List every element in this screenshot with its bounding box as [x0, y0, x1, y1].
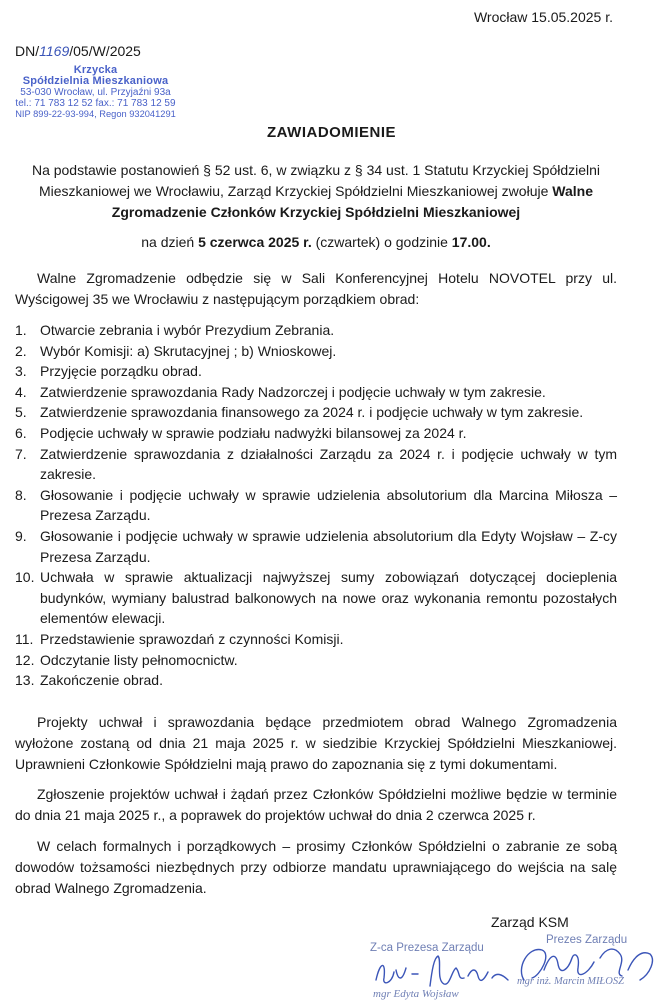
board-signature-heading: Zarząd KSM: [491, 914, 569, 930]
right-signatory-name: mgr inż. Marcin MIŁOSZ: [517, 976, 624, 987]
agenda-item: [15, 382, 617, 403]
documents-paragraph: Projekty uchwał i sprawozdania będące przedmiotem obrad Walnego Zgromadzenia wyłożone zostaną od dnia 21 maja 2025 r. w siedzibie Krzyckiej Spółdzielni Mieszkaniowej. Uprawnieni Członkowie Spółdzielni mają prawo do zapoznania się z tymi dokumentami.: [15, 714, 617, 772]
right-signatory-role: Prezes Zarządu: [546, 934, 628, 946]
agenda-item: [15, 650, 617, 671]
document-date: Wrocław 15.05.2025 r.: [473, 9, 613, 25]
reference-number: [15, 43, 141, 59]
agenda-item-text: Podjęcie uchwały w sprawie podziału nadwyżki bilansowej za 2024 r.: [40, 424, 467, 441]
agenda-item: [15, 670, 617, 691]
agenda-item-number: 13.: [15, 672, 35, 689]
reference-prefix: DN/: [15, 43, 40, 59]
agenda-item: [15, 320, 617, 341]
agenda-item: [15, 423, 617, 444]
agenda-item-number: 9.: [15, 527, 27, 544]
company-stamp: [3, 65, 188, 120]
left-signatory-name: mgr Edyta Wojsław: [373, 988, 459, 1000]
agenda-item: [15, 402, 617, 423]
intro-text: Na podstawie postanowień § 52 ust. 6, w związku z § 34 ust. 1 Statutu Krzyckiej Spółdzielni Mieszkaniowej we Wrocławiu, Zarząd Krzyckiej Spółdzielni Mieszkaniowej zwołuje: [31, 162, 601, 199]
agenda-item-number: 2.: [15, 342, 27, 359]
stamp-line-1: Krzycka: [73, 64, 118, 76]
agenda-item: [15, 629, 617, 650]
stamp-line-2: Spółdzielnia Mieszkaniowa: [22, 75, 169, 87]
agenda-item-number: 4.: [15, 383, 27, 400]
identification-paragraph: W celach formalnych i porządkowych – prosimy Członków Spółdzielni o zabranie ze sobą dowodów tożsamości niezbędnych przy odbiorze mandatu uprawniającego do wejścia na salę obrad Walnego Zgromadzenia.: [15, 838, 617, 896]
reference-suffix: /05/W/2025: [69, 43, 141, 59]
agenda-item-number: 5.: [15, 404, 27, 421]
agenda-item-number: 12.: [15, 651, 35, 668]
agenda-item-number: 11.: [15, 630, 34, 647]
agenda-item: [15, 361, 617, 382]
intro-paragraph: [15, 160, 617, 223]
agenda-item-number: 8.: [15, 486, 27, 503]
meeting-date: 5 czerwca 2025 r.: [198, 234, 312, 250]
agenda-item-text: Zakończenie obrad.: [40, 672, 163, 689]
agenda-item-text: Przedstawienie sprawozdań z czynności Komisji.: [40, 630, 344, 647]
left-signatory-role: Z-ca Prezesa Zarządu: [370, 942, 484, 954]
agenda-item-text: Zatwierdzenie sprawozdania finansowego za 2024 r. i podjęcie uchwały w tym zakresie.: [40, 404, 584, 421]
agenda-item: [15, 567, 617, 629]
agenda-item-number: 7.: [15, 445, 27, 462]
agenda-item-text: Głosowanie i podjęcie uchwały w sprawie udzielenia absolutorium dla Marcina Miłosza – Prezesa Zarządu.: [40, 486, 617, 524]
meeting-pre: na dzień: [141, 234, 199, 250]
meeting-time: 17.00.: [451, 234, 491, 250]
agenda-item-text: Otwarcie zebrania i wybór Prezydium Zebrania.: [40, 322, 335, 338]
agenda-item-text: Zatwierdzenie sprawozdania Rady Nadzorczej i podjęcie uchwały w tym zakresie.: [40, 383, 546, 400]
meeting-mid: (czwartek) o godzinie: [311, 234, 452, 250]
document-title: ZAWIADOMIENIE: [267, 124, 396, 141]
intro-bold-text: Walne Zgromadzenie Członków Krzyckiej Spółdzielni Mieszkaniowej: [111, 183, 593, 220]
stamp-line-4: tel.: 71 783 12 52 fax.: 71 783 12 59: [15, 98, 176, 109]
agenda-item-text: Odczytanie listy pełnomocnictw.: [40, 651, 238, 668]
agenda-item-number: 1.: [15, 322, 27, 338]
agenda-item: [15, 485, 617, 526]
stamp-line-5: NIP 899-22-93-994, Regon 932041291: [15, 109, 176, 119]
agenda-item-number: 3.: [15, 363, 27, 380]
reference-handwritten-number: 1169: [39, 43, 70, 59]
agenda-item-text: Przyjęcie porządku obrad.: [40, 363, 202, 380]
agenda-list: [15, 320, 617, 691]
agenda-item-number: 10.: [15, 569, 35, 586]
agenda-item: [15, 341, 617, 362]
agenda-item-text: Uchwała w sprawie aktualizacji najwyższej sumy zobowiązań dotyczącej docieplenia budynków, wymiany balustrad balkonowych na nowe oraz wykonania remontu pozostałych elementów elewacji.: [40, 569, 617, 627]
venue-paragraph: Walne Zgromadzenie odbędzie się w Sali Konferencyjnej Hotelu NOVOTEL przy ul. Wyścigowej 35 we Wrocławiu z następującym porządkiem obrad:: [15, 270, 617, 307]
agenda-item: [15, 526, 617, 567]
agenda-item-text: Głosowanie i podjęcie uchwały w sprawie udzielenia absolutorium dla Edyty Wojsław – Z-cy Prezesa Zarządu.: [40, 527, 617, 565]
agenda-item: [15, 444, 617, 485]
agenda-item-text: Zatwierdzenie sprawozdania z działalności Zarządu za 2024 r. i podjęcie uchwały w tym zakresie.: [40, 445, 617, 483]
right-handwritten-signature: [510, 940, 660, 990]
agenda-item-number: 6.: [15, 424, 27, 441]
meeting-date-line: [15, 232, 617, 253]
submissions-paragraph: Zgłoszenie projektów uchwał i żądań przez Członków Spółdzielni możliwe będzie w terminie do dnia 21 maja 2025 r., a poprawek do projektów uchwał do dnia 2 czerwca 2025 r.: [15, 786, 617, 823]
stamp-line-3: 53-030 Wrocław, ul. Przyjaźni 93a: [20, 87, 171, 98]
left-handwritten-signature: [372, 950, 522, 992]
agenda-item-text: Wybór Komisji: a) Skrutacyjnej ; b) Wnioskowej.: [40, 342, 337, 359]
